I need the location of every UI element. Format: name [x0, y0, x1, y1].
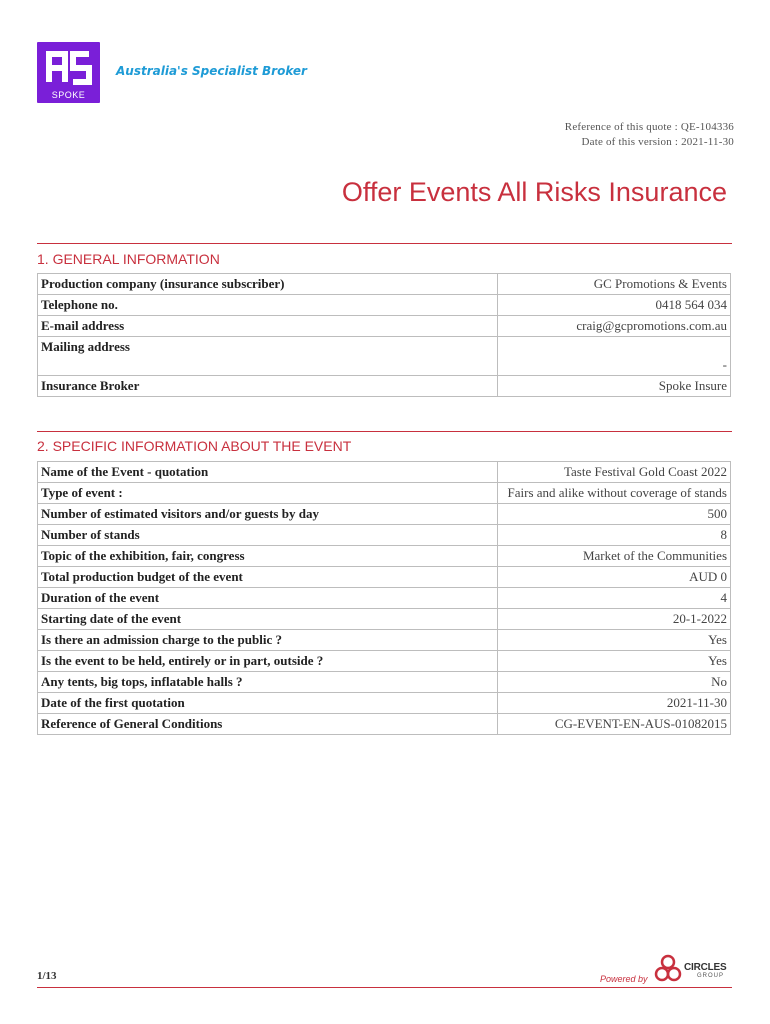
row-value: 0418 564 034 [498, 295, 731, 316]
row-value: Market of the Communities [498, 546, 731, 567]
row-label: Number of stands [38, 525, 498, 546]
table-row [38, 316, 731, 337]
document-title: Offer Events All Risks Insurance [341, 177, 727, 207]
row-label: Name of the Event - quotation [38, 462, 498, 483]
table-row [38, 295, 731, 316]
logo-sub-text: SPOKE [51, 90, 86, 100]
row-value: No [498, 672, 731, 693]
row-value: craig@gcpromotions.com.au [498, 316, 731, 337]
row-label: Production company (insurance subscriber) [38, 274, 498, 295]
row-label: Is the event to be held, entirely or in part, outside ? [38, 651, 498, 672]
row-label: E-mail address [38, 316, 498, 337]
table-row [38, 525, 731, 546]
table-row [38, 376, 731, 397]
table-row [38, 651, 731, 672]
row-value: - [498, 337, 731, 376]
row-label: Reference of General Conditions [38, 714, 498, 735]
version-date: Date of this version : 2021-11-30 [581, 136, 734, 148]
row-value: Fairs and alike without coverage of stands [498, 483, 731, 504]
row-value: 4 [498, 588, 731, 609]
row-label: Mailing address [38, 337, 498, 376]
table-row [38, 693, 731, 714]
table-row [38, 337, 731, 376]
powered-by-label: Powered by [600, 974, 648, 984]
row-label: Type of event : [38, 483, 498, 504]
section-title-event: 2. SPECIFIC INFORMATION ABOUT THE EVENT [37, 438, 352, 454]
row-value: 8 [498, 525, 731, 546]
page-number: 1/13 [37, 970, 57, 982]
section-divider [37, 243, 732, 244]
row-value: AUD 0 [498, 567, 731, 588]
table-row [38, 483, 731, 504]
row-label: Is there an admission charge to the public ? [38, 630, 498, 651]
row-label: Telephone no. [38, 295, 498, 316]
table-row [38, 672, 731, 693]
row-value: 500 [498, 504, 731, 525]
tagline: Australia's Specialist Broker [116, 64, 307, 78]
table-row [38, 630, 731, 651]
event-info-table [37, 461, 731, 735]
row-label: Starting date of the event [38, 609, 498, 630]
spoke-logo [37, 42, 100, 103]
row-label: Any tents, big tops, inflatable halls ? [38, 672, 498, 693]
row-value: Yes [498, 651, 731, 672]
row-label: Total production budget of the event [38, 567, 498, 588]
row-label: Number of estimated visitors and/or guests by day [38, 504, 498, 525]
table-row [38, 609, 731, 630]
table-row [38, 274, 731, 295]
row-value: CG-EVENT-EN-AUS-01082015 [498, 714, 731, 735]
row-value: 2021-11-30 [498, 693, 731, 714]
table-row [38, 462, 731, 483]
table-row [38, 588, 731, 609]
row-value: GC Promotions & Events [498, 274, 731, 295]
table-row [38, 546, 731, 567]
quote-reference: Reference of this quote : QE-104336 [564, 121, 734, 133]
row-value: Spoke Insure [498, 376, 731, 397]
quote-reference-block [565, 120, 734, 150]
row-label: Duration of the event [38, 588, 498, 609]
spoke-logo-mark-icon [37, 42, 100, 92]
row-value: Taste Festival Gold Coast 2022 [498, 462, 731, 483]
section-divider [37, 431, 732, 432]
table-row [38, 714, 731, 735]
section-title-general: 1. GENERAL INFORMATION [37, 251, 220, 267]
row-label: Insurance Broker [38, 376, 498, 397]
circles-group-logo-icon [654, 954, 682, 984]
partner-sub: GROUP [697, 973, 725, 979]
general-info-table [37, 273, 731, 397]
row-label: Date of the first quotation [38, 693, 498, 714]
footer-divider [37, 987, 732, 988]
row-label: Topic of the exhibition, fair, congress [38, 546, 498, 567]
row-value: Yes [498, 630, 731, 651]
table-row [38, 567, 731, 588]
table-row [38, 504, 731, 525]
partner-name: CIRCLES [684, 962, 727, 973]
row-value: 20-1-2022 [498, 609, 731, 630]
